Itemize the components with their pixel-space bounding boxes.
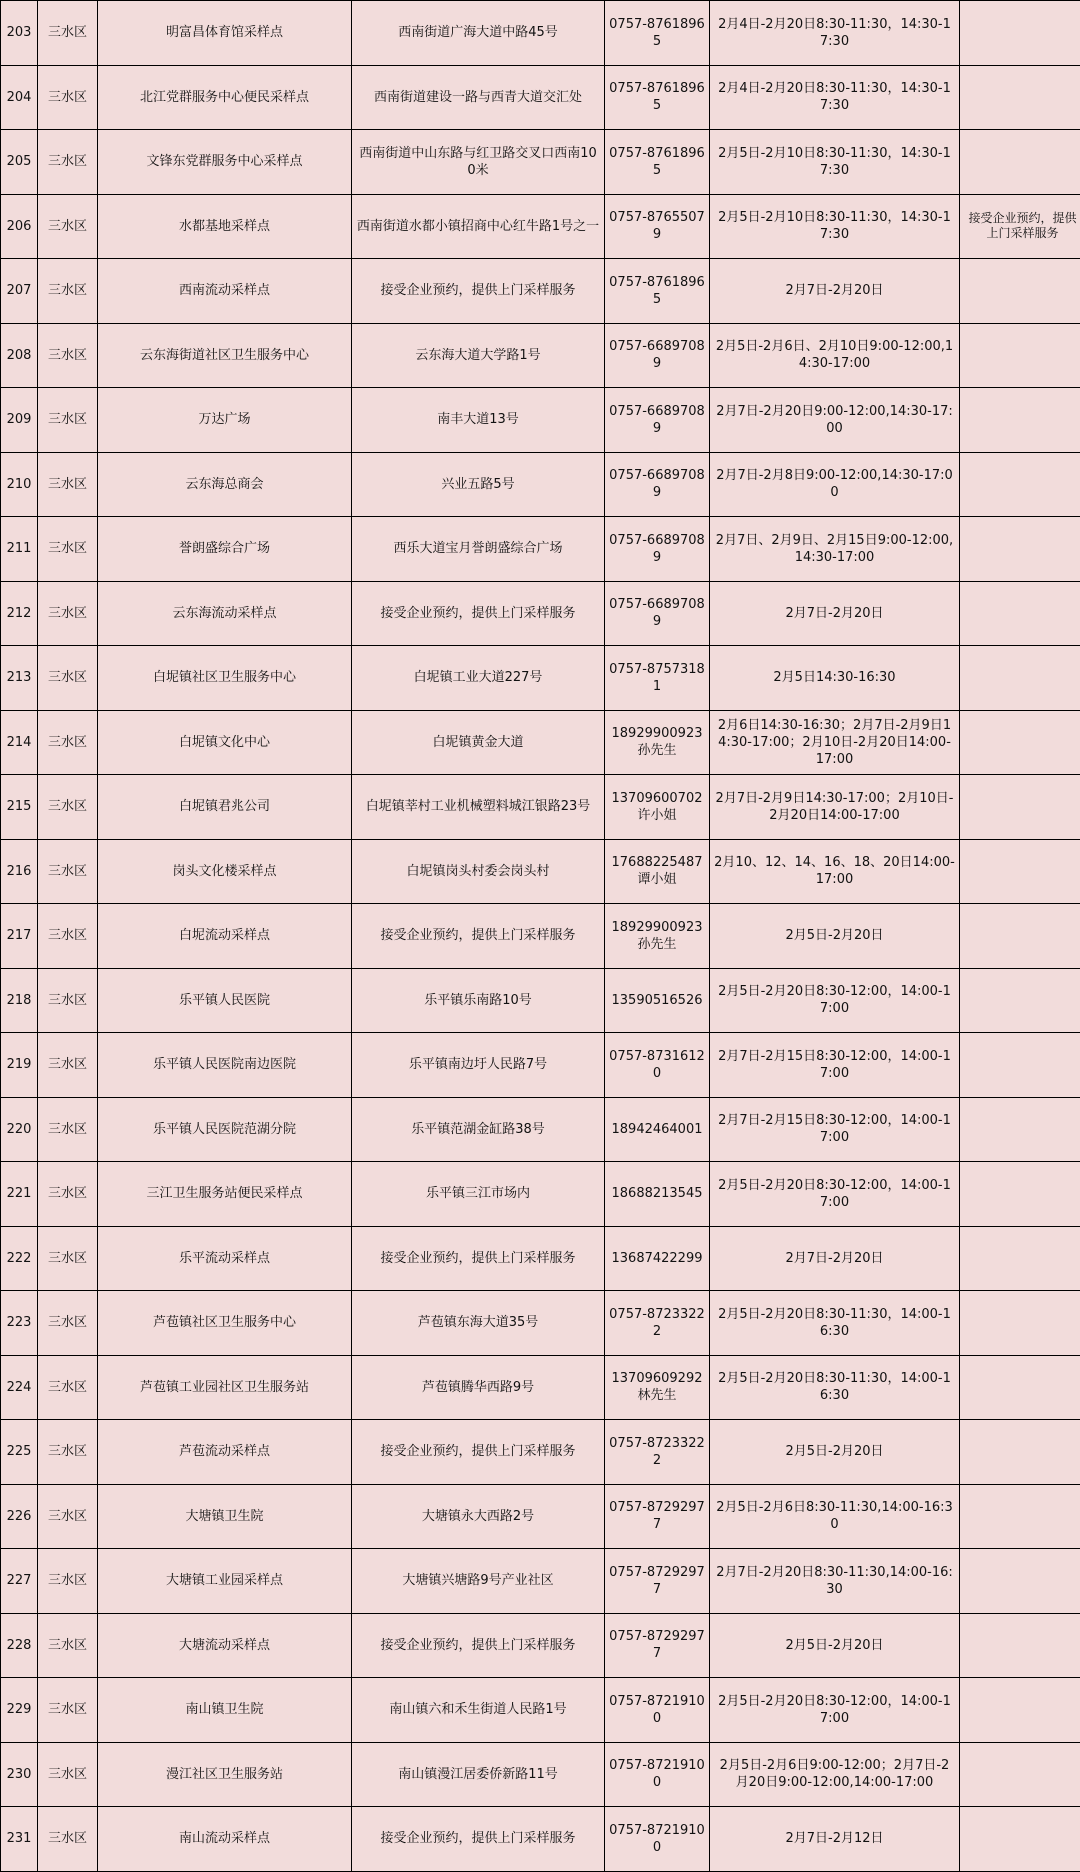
phone-cell: 0757-87618965	[605, 259, 710, 324]
phone-cell: 13709600702 许小姐	[605, 775, 710, 840]
table-row	[1, 1355, 1080, 1420]
site-name-cell: 万达广场	[98, 388, 352, 453]
row-number-cell: 203	[1, 1, 38, 66]
note-cell	[960, 1355, 1080, 1420]
address-cell: 云东海大道大学路1号	[352, 323, 605, 388]
hours-cell: 2月5日-2月6日9:00-12:00；2月7日-2月20日9:00-12:00,14:00-17:00	[710, 1742, 960, 1807]
phone-cell: 13687422299	[605, 1226, 710, 1291]
district-cell: 三水区	[38, 1, 98, 66]
hours-cell: 2月5日-2月20日8:30-11:30，14:00-16:30	[710, 1355, 960, 1420]
row-number-cell: 219	[1, 1033, 38, 1098]
district-cell: 三水区	[38, 1291, 98, 1356]
address-cell: 接受企业预约，提供上门采样服务	[352, 1613, 605, 1678]
row-number-cell: 216	[1, 839, 38, 904]
note-cell	[960, 1, 1080, 66]
phone-cell: 0757-66897089	[605, 388, 710, 453]
district-cell: 三水区	[38, 710, 98, 775]
note-cell	[960, 1549, 1080, 1614]
table-row	[1, 710, 1080, 775]
district-cell: 三水区	[38, 130, 98, 195]
district-cell: 三水区	[38, 1355, 98, 1420]
note-cell	[960, 452, 1080, 517]
hours-cell: 2月7日-2月9日14:30-17:00；2月10日-2月20日14:00-17:00	[710, 775, 960, 840]
hours-cell: 2月7日-2月20日	[710, 1226, 960, 1291]
table-row	[1, 1033, 1080, 1098]
site-name-cell: 白坭流动采样点	[98, 904, 352, 969]
row-number-cell: 208	[1, 323, 38, 388]
hours-cell: 2月5日-2月20日8:30-12:00，14:00-17:00	[710, 1678, 960, 1743]
row-number-cell: 220	[1, 1097, 38, 1162]
note-cell	[960, 904, 1080, 969]
phone-cell: 0757-87219100	[605, 1807, 710, 1872]
address-cell: 乐平镇南边圩人民路7号	[352, 1033, 605, 1098]
phone-cell: 0757-87618965	[605, 1, 710, 66]
hours-cell: 2月5日-2月20日8:30-12:00，14:00-17:00	[710, 968, 960, 1033]
address-cell: 乐平镇三江市场内	[352, 1162, 605, 1227]
row-number-cell: 223	[1, 1291, 38, 1356]
site-name-cell: 白坭镇君兆公司	[98, 775, 352, 840]
hours-cell: 2月4日-2月20日8:30-11:30，14:30-17:30	[710, 1, 960, 66]
district-cell: 三水区	[38, 1678, 98, 1743]
row-number-cell: 227	[1, 1549, 38, 1614]
district-cell: 三水区	[38, 1420, 98, 1485]
district-cell: 三水区	[38, 323, 98, 388]
table-row	[1, 452, 1080, 517]
site-name-cell: 大塘镇卫生院	[98, 1484, 352, 1549]
hours-cell: 2月7日-2月20日9:00-12:00,14:30-17:00	[710, 388, 960, 453]
row-number-cell: 228	[1, 1613, 38, 1678]
table-row	[1, 1549, 1080, 1614]
district-cell: 三水区	[38, 1097, 98, 1162]
row-number-cell: 214	[1, 710, 38, 775]
table-row	[1, 130, 1080, 195]
row-number-cell: 222	[1, 1226, 38, 1291]
table-row	[1, 1, 1080, 66]
table-row	[1, 259, 1080, 324]
phone-cell: 18929900923 孙先生	[605, 904, 710, 969]
note-cell	[960, 1162, 1080, 1227]
note-cell	[960, 1226, 1080, 1291]
phone-cell: 0757-87316120	[605, 1033, 710, 1098]
address-cell: 接受企业预约，提供上门采样服务	[352, 1226, 605, 1291]
hours-cell: 2月10、12、14、16、18、20日14:00-17:00	[710, 839, 960, 904]
note-cell	[960, 1097, 1080, 1162]
row-number-cell: 224	[1, 1355, 38, 1420]
note-cell	[960, 323, 1080, 388]
row-number-cell: 229	[1, 1678, 38, 1743]
site-name-cell: 北江党群服务中心便民采样点	[98, 65, 352, 130]
note-cell	[960, 1742, 1080, 1807]
site-name-cell: 乐平镇人民医院	[98, 968, 352, 1033]
hours-cell: 2月7日-2月15日8:30-12:00，14:00-17:00	[710, 1097, 960, 1162]
note-cell	[960, 839, 1080, 904]
row-number-cell: 217	[1, 904, 38, 969]
district-cell: 三水区	[38, 1162, 98, 1227]
table-row	[1, 1162, 1080, 1227]
site-name-cell: 乐平镇人民医院南边医院	[98, 1033, 352, 1098]
table-row	[1, 775, 1080, 840]
site-name-cell: 白坭镇社区卫生服务中心	[98, 646, 352, 711]
hours-cell: 2月5日-2月20日8:30-12:00，14:00-17:00	[710, 1162, 960, 1227]
district-cell: 三水区	[38, 517, 98, 582]
district-cell: 三水区	[38, 1807, 98, 1872]
phone-cell: 0757-87233222	[605, 1420, 710, 1485]
row-number-cell: 212	[1, 581, 38, 646]
note-cell	[960, 1033, 1080, 1098]
note-cell	[960, 1291, 1080, 1356]
phone-cell: 0757-87233222	[605, 1291, 710, 1356]
row-number-cell: 221	[1, 1162, 38, 1227]
site-name-cell: 乐平镇人民医院范湖分院	[98, 1097, 352, 1162]
district-cell: 三水区	[38, 775, 98, 840]
district-cell: 三水区	[38, 1226, 98, 1291]
site-name-cell: 大塘流动采样点	[98, 1613, 352, 1678]
table-row	[1, 1097, 1080, 1162]
address-cell: 西南街道广海大道中路45号	[352, 1, 605, 66]
note-cell	[960, 1678, 1080, 1743]
table-row	[1, 194, 1080, 259]
district-cell: 三水区	[38, 1484, 98, 1549]
district-cell: 三水区	[38, 194, 98, 259]
row-number-cell: 230	[1, 1742, 38, 1807]
address-cell: 西乐大道宝月誉朗盛综合广场	[352, 517, 605, 582]
phone-cell: 18929900923 孙先生	[605, 710, 710, 775]
note-cell	[960, 775, 1080, 840]
row-number-cell: 210	[1, 452, 38, 517]
district-cell: 三水区	[38, 968, 98, 1033]
table-row	[1, 517, 1080, 582]
hours-cell: 2月7日-2月20日	[710, 259, 960, 324]
row-number-cell: 211	[1, 517, 38, 582]
phone-cell: 18942464001	[605, 1097, 710, 1162]
table-row	[1, 1484, 1080, 1549]
hours-cell: 2月5日14:30-16:30	[710, 646, 960, 711]
phone-cell: 0757-87618965	[605, 130, 710, 195]
note-cell	[960, 968, 1080, 1033]
site-name-cell: 云东海街道社区卫生服务中心	[98, 323, 352, 388]
address-cell: 兴业五路5号	[352, 452, 605, 517]
address-cell: 南山镇漫江居委侨新路11号	[352, 1742, 605, 1807]
row-number-cell: 225	[1, 1420, 38, 1485]
hours-cell: 2月7日、2月9日、2月15日9:00-12:00,14:30-17:00	[710, 517, 960, 582]
address-cell: 芦苞镇腾华西路9号	[352, 1355, 605, 1420]
table-row	[1, 1226, 1080, 1291]
table-row	[1, 1420, 1080, 1485]
phone-cell: 0757-87292977	[605, 1484, 710, 1549]
table-row	[1, 323, 1080, 388]
row-number-cell: 215	[1, 775, 38, 840]
phone-cell: 0757-66897089	[605, 517, 710, 582]
district-cell: 三水区	[38, 65, 98, 130]
site-name-cell: 芦苞流动采样点	[98, 1420, 352, 1485]
table-row	[1, 1678, 1080, 1743]
address-cell: 大塘镇永大西路2号	[352, 1484, 605, 1549]
district-cell: 三水区	[38, 904, 98, 969]
hours-cell: 2月7日-2月12日	[710, 1807, 960, 1872]
hours-cell: 2月7日-2月20日	[710, 581, 960, 646]
row-number-cell: 218	[1, 968, 38, 1033]
address-cell: 西南街道水都小镇招商中心红牛路1号之一	[352, 194, 605, 259]
address-cell: 接受企业预约，提供上门采样服务	[352, 904, 605, 969]
note-cell	[960, 65, 1080, 130]
phone-cell: 0757-87655079	[605, 194, 710, 259]
table-row	[1, 1807, 1080, 1872]
address-cell: 大塘镇兴塘路9号产业社区	[352, 1549, 605, 1614]
phone-cell: 18688213545	[605, 1162, 710, 1227]
address-cell: 接受企业预约，提供上门采样服务	[352, 581, 605, 646]
note-cell	[960, 517, 1080, 582]
hours-cell: 2月5日-2月10日8:30-11:30，14:30-17:30	[710, 130, 960, 195]
address-cell: 乐平镇乐南路10号	[352, 968, 605, 1033]
row-number-cell: 231	[1, 1807, 38, 1872]
note-cell	[960, 259, 1080, 324]
address-cell: 白坭镇黄金大道	[352, 710, 605, 775]
district-cell: 三水区	[38, 1613, 98, 1678]
district-cell: 三水区	[38, 581, 98, 646]
phone-cell: 0757-87219100	[605, 1742, 710, 1807]
site-name-cell: 西南流动采样点	[98, 259, 352, 324]
table-row	[1, 1742, 1080, 1807]
hours-cell: 2月5日-2月20日8:30-11:30，14:00-16:30	[710, 1291, 960, 1356]
site-name-cell: 云东海流动采样点	[98, 581, 352, 646]
note-cell	[960, 130, 1080, 195]
address-cell: 接受企业预约，提供上门采样服务	[352, 1420, 605, 1485]
hours-cell: 2月5日-2月20日	[710, 904, 960, 969]
note-cell	[960, 646, 1080, 711]
hours-cell: 2月4日-2月20日8:30-11:30，14:30-17:30	[710, 65, 960, 130]
address-cell: 白坭镇工业大道227号	[352, 646, 605, 711]
row-number-cell: 206	[1, 194, 38, 259]
note-cell: 接受企业预约，提供上门采样服务	[960, 194, 1080, 259]
row-number-cell: 209	[1, 388, 38, 453]
table-row	[1, 904, 1080, 969]
site-name-cell: 明富昌体育馆采样点	[98, 1, 352, 66]
row-number-cell: 213	[1, 646, 38, 711]
site-name-cell: 誉朗盛综合广场	[98, 517, 352, 582]
district-cell: 三水区	[38, 452, 98, 517]
table-row	[1, 1291, 1080, 1356]
site-name-cell: 大塘镇工业园采样点	[98, 1549, 352, 1614]
table-body	[1, 1, 1080, 1872]
note-cell	[960, 1420, 1080, 1485]
address-cell: 接受企业预约，提供上门采样服务	[352, 1807, 605, 1872]
phone-cell: 0757-87292977	[605, 1549, 710, 1614]
note-cell	[960, 1484, 1080, 1549]
hours-cell: 2月5日-2月6日8:30-11:30,14:00-16:30	[710, 1484, 960, 1549]
site-name-cell: 三江卫生服务站便民采样点	[98, 1162, 352, 1227]
site-name-cell: 漫江社区卫生服务站	[98, 1742, 352, 1807]
phone-cell: 0757-66897089	[605, 452, 710, 517]
phone-cell: 0757-66897089	[605, 323, 710, 388]
address-cell: 乐平镇范湖金缸路38号	[352, 1097, 605, 1162]
note-cell	[960, 1613, 1080, 1678]
site-name-cell: 乐平流动采样点	[98, 1226, 352, 1291]
table-row	[1, 839, 1080, 904]
table-row	[1, 388, 1080, 453]
district-cell: 三水区	[38, 646, 98, 711]
district-cell: 三水区	[38, 1033, 98, 1098]
hours-cell: 2月5日-2月20日	[710, 1420, 960, 1485]
address-cell: 西南街道中山东路与红卫路交叉口西南100米	[352, 130, 605, 195]
address-cell: 南山镇六和禾生街道人民路1号	[352, 1678, 605, 1743]
district-cell: 三水区	[38, 388, 98, 453]
district-cell: 三水区	[38, 259, 98, 324]
row-number-cell: 226	[1, 1484, 38, 1549]
table-row	[1, 1613, 1080, 1678]
note-cell	[960, 581, 1080, 646]
site-name-cell: 云东海总商会	[98, 452, 352, 517]
note-cell	[960, 710, 1080, 775]
site-name-cell: 文锋东党群服务中心采样点	[98, 130, 352, 195]
district-cell: 三水区	[38, 1742, 98, 1807]
district-cell: 三水区	[38, 839, 98, 904]
phone-cell: 0757-66897089	[605, 581, 710, 646]
address-cell: 接受企业预约，提供上门采样服务	[352, 259, 605, 324]
hours-cell: 2月5日-2月10日8:30-11:30，14:30-17:30	[710, 194, 960, 259]
address-cell: 白坭镇岗头村委会岗头村	[352, 839, 605, 904]
phone-cell: 13590516526	[605, 968, 710, 1033]
site-name-cell: 水都基地采样点	[98, 194, 352, 259]
table-row	[1, 968, 1080, 1033]
row-number-cell: 205	[1, 130, 38, 195]
hours-cell: 2月5日-2月20日	[710, 1613, 960, 1678]
site-name-cell: 岗头文化楼采样点	[98, 839, 352, 904]
phone-cell: 0757-87618965	[605, 65, 710, 130]
hours-cell: 2月7日-2月20日8:30-11:30,14:00-16:30	[710, 1549, 960, 1614]
address-cell: 白坭镇莘村工业机械塑料城江银路23号	[352, 775, 605, 840]
address-cell: 西南街道建设一路与西青大道交汇处	[352, 65, 605, 130]
row-number-cell: 204	[1, 65, 38, 130]
table-row	[1, 581, 1080, 646]
phone-cell: 0757-87292977	[605, 1613, 710, 1678]
note-cell	[960, 388, 1080, 453]
address-cell: 芦苞镇东海大道35号	[352, 1291, 605, 1356]
hours-cell: 2月5日-2月6日、2月10日9:00-12:00,14:30-17:00	[710, 323, 960, 388]
site-name-cell: 南山镇卫生院	[98, 1678, 352, 1743]
phone-cell: 0757-87219100	[605, 1678, 710, 1743]
district-cell: 三水区	[38, 1549, 98, 1614]
site-name-cell: 白坭镇文化中心	[98, 710, 352, 775]
hours-cell: 2月7日-2月8日9:00-12:00,14:30-17:00	[710, 452, 960, 517]
phone-cell: 13709609292 林先生	[605, 1355, 710, 1420]
table-row	[1, 65, 1080, 130]
table-row	[1, 646, 1080, 711]
note-cell	[960, 1807, 1080, 1872]
site-name-cell: 南山流动采样点	[98, 1807, 352, 1872]
hours-cell: 2月7日-2月15日8:30-12:00，14:00-17:00	[710, 1033, 960, 1098]
phone-cell: 0757-87573181	[605, 646, 710, 711]
address-cell: 南丰大道13号	[352, 388, 605, 453]
hours-cell: 2月6日14:30-16:30；2月7日-2月9日14:30-17:00；2月10日-2月20日14:00-17:00	[710, 710, 960, 775]
site-name-cell: 芦苞镇工业园社区卫生服务站	[98, 1355, 352, 1420]
site-name-cell: 芦苞镇社区卫生服务中心	[98, 1291, 352, 1356]
row-number-cell: 207	[1, 259, 38, 324]
phone-cell: 17688225487 谭小姐	[605, 839, 710, 904]
